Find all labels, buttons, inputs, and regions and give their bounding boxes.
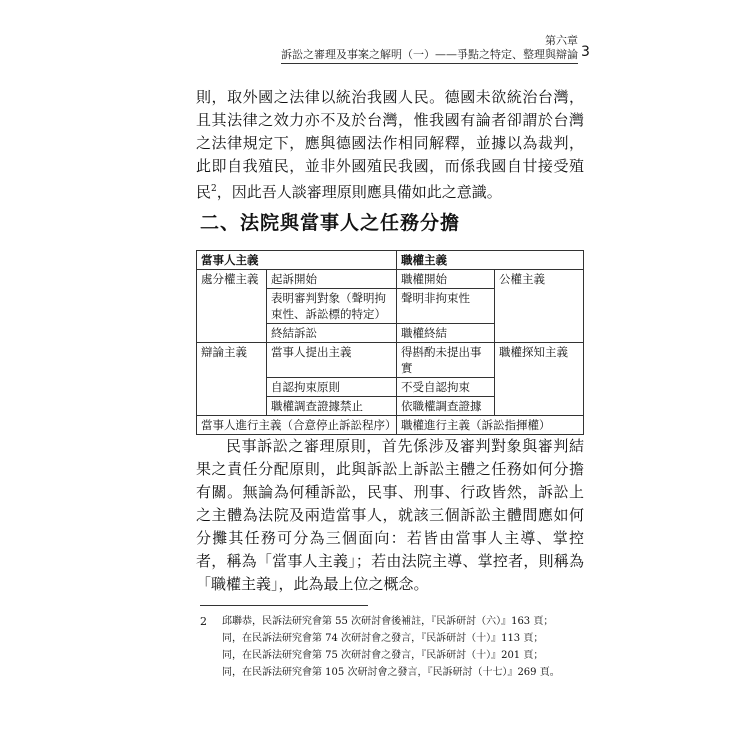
paragraph-1-text-after: ，因此吾人談審理原則應具備如此之意識。	[216, 183, 502, 201]
chapter-label: 第六章	[545, 34, 578, 47]
party-progress-principle: 當事人進行主義（合意停止訴訟程序）	[197, 416, 397, 435]
table-cell: 表明審判對象（聲明拘束性、訴訟標的特定）	[267, 289, 397, 324]
table-cell: 得斟酌未提出事實	[397, 343, 495, 378]
footnote-line: 邱聯恭，民訴法研究會第 55 次研討會後補註，『民訴研討（六）』163 頁；	[222, 616, 554, 627]
footnote-body	[222, 613, 584, 681]
table-row	[197, 343, 584, 378]
paragraph-1	[196, 86, 584, 204]
footnote-divider	[200, 605, 368, 606]
table-cell: 不受自認拘束	[397, 378, 495, 397]
disposition-principle-label: 處分權主義	[197, 270, 267, 343]
table-cell: 職權調查證據禁止	[267, 397, 397, 416]
table-row	[197, 270, 584, 289]
table-cell: 自認拘束原則	[267, 378, 397, 397]
header-adversarial: 當事人主義	[197, 251, 397, 270]
table-cell: 聲明非拘束性	[397, 289, 495, 324]
table-cell: 職權開始	[397, 270, 495, 289]
footnote-number: 2	[200, 615, 207, 628]
table-cell: 職權終結	[397, 324, 495, 343]
footnote-reference[interactable]: 2	[211, 184, 217, 194]
table-footer-row	[197, 416, 584, 435]
comparison-table	[196, 250, 584, 435]
paragraph-2: 民事訴訟之審理原則，首先係涉及審判對象與審判結果之責任分配原則，此與訴訟上訴訟主體之任務如何分擔有關。無論為何種訴訟，民事、刑事、行政皆然，訴訟上之主體為法院及兩造當事人，就該三個訴訟主體間應如何分攤其任務可分為三個面向：若皆由當事人主導、掌控者，稱為「當事人主義」；若由法院主導、掌控者，則稱為「職權主義」，此為最上位之概念。	[196, 437, 584, 593]
public-power-principle-label: 公權主義	[495, 270, 584, 343]
footnote-line: 同，在民訴法研究會第 75 次研討會之發言，『民訴研討（十）』201 頁；	[222, 650, 544, 661]
page-number: 3	[581, 44, 590, 60]
footnote	[200, 613, 584, 681]
pleading-principle-label: 辯論主義	[197, 343, 267, 416]
table-cell: 當事人提出主義	[267, 343, 397, 378]
section-heading: 二、法院與當事人之任務分擔	[200, 212, 461, 234]
footnote-line: 同，在民訴法研究會第 105 次研討會之發言，『民訴研討（十七）』269 頁。	[222, 667, 560, 678]
chapter-subtitle: 訴訟之審理及事案之解明（一）——爭點之特定、整理與辯論	[281, 48, 578, 64]
inquisitorial-principle-label: 職權探知主義	[495, 343, 584, 416]
official-progress-principle: 職權進行主義（訴訟指揮權）	[397, 416, 584, 435]
footnote-line: 同，在民訴法研究會第 74 次研討會之發言，『民訴研討（十）』113 頁；	[222, 633, 544, 644]
running-header	[281, 34, 578, 64]
header-inquisitorial: 職權主義	[397, 251, 584, 270]
table-cell: 起訴開始	[267, 270, 397, 289]
table-cell: 依職權調查證據	[397, 397, 495, 416]
table-header-row	[197, 251, 584, 270]
paragraph-1-text: 則，取外國之法律以統治我國人民。德國未欲統治台灣，且其法律之效力亦不及於台灣，惟我國有論者卻謂於台灣之法律規定下，應與德國法作相同解釋，並據以為裁判，此即自我殖民，並非外國殖民我國，而係我國自甘接受殖民	[196, 88, 584, 201]
table-cell: 終結訴訟	[267, 324, 397, 343]
